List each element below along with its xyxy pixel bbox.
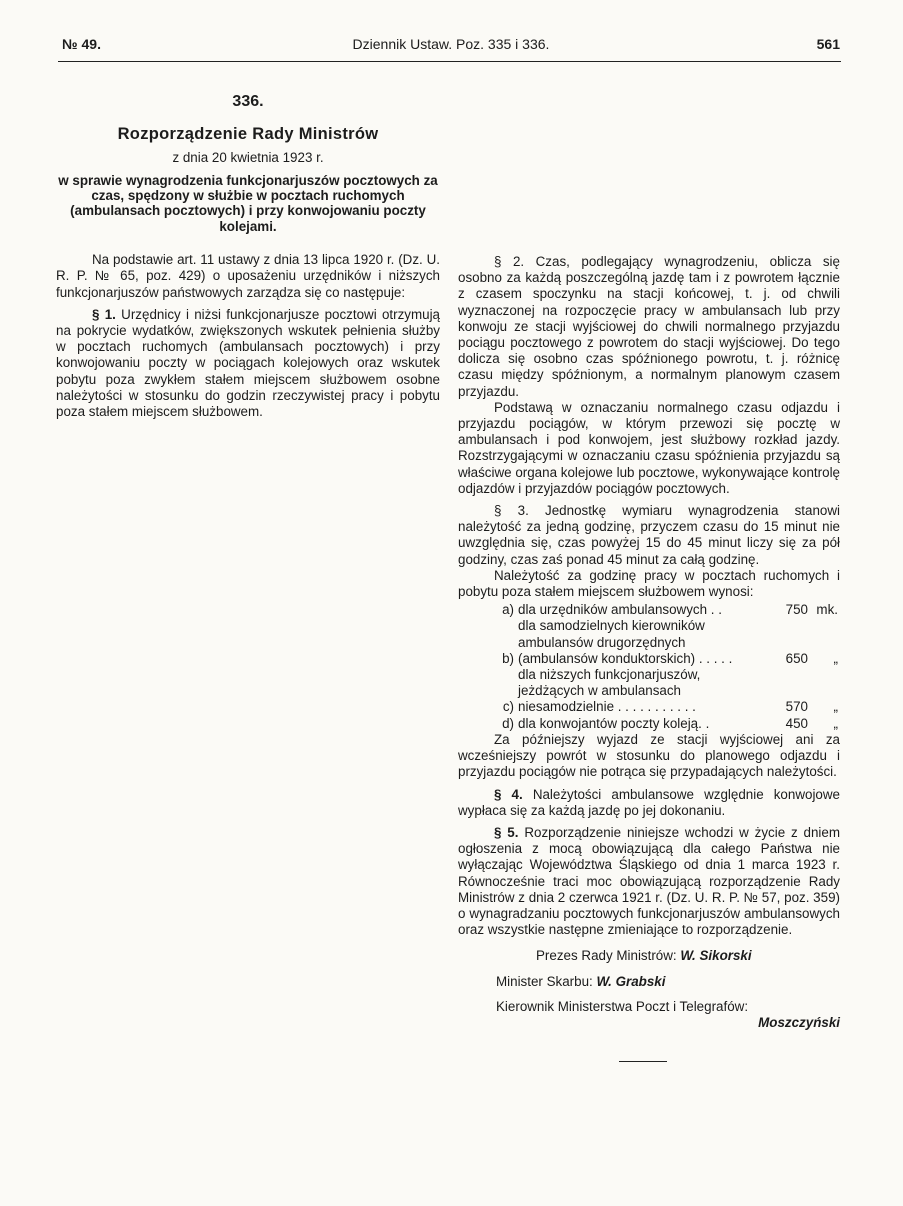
section-1-label: § 1.: [92, 306, 116, 322]
rate-row: [458, 602, 840, 618]
signature-title: Minister Skarbu:: [496, 973, 593, 989]
section-5: [458, 825, 840, 938]
signature-name: W. Sikorski: [680, 948, 752, 964]
signature-title: Prezes Rady Ministrów:: [536, 948, 677, 964]
right-column: [458, 78, 840, 1062]
signature-prime-minister: [458, 948, 840, 964]
rate-unit: „: [833, 650, 838, 666]
act-title: Rozporządzenie Rady Ministrów: [117, 125, 379, 144]
section-4: [458, 787, 840, 819]
rate-unit: mk.: [816, 602, 838, 618]
rate-row: [458, 716, 840, 732]
rate-unit: „: [833, 699, 838, 715]
rate-amount: 570: [785, 699, 808, 715]
signature-name: W. Grabski: [596, 973, 666, 989]
section-2-p1: [458, 254, 840, 400]
rate-amount: 450: [785, 715, 808, 731]
rate-description: dla niższych funkcjonarjuszów, jeżdżących w ambulansach niesamodzielnie . . . . . . . . . . .: [518, 667, 701, 715]
section-1-continuation-space: [458, 78, 840, 248]
rate-letter: c): [502, 699, 514, 715]
rate-row: [458, 618, 840, 667]
journal-title: Dziennik Ustaw. Poz. 335 i 336.: [352, 36, 550, 52]
rate-amount: 650: [785, 650, 808, 666]
rate-description: dla urzędników ambulansowych . .: [518, 602, 722, 618]
page-header: [62, 36, 840, 58]
section-1: [56, 307, 440, 420]
preamble: Na podstawie art. 11 ustawy z dnia 13 lipca 1920 r. (Dz. U. R. P. № 65, poz. 429) o uposażeniu urzędników i niższych funkcjonarjuszów państwowych zarządza się co następuje:: [56, 252, 440, 300]
section-4-label: § 4.: [494, 786, 523, 802]
section-2-label: § 2.: [494, 254, 525, 269]
signature-treasury: [458, 974, 840, 990]
act-subject: w sprawie wynagrodzenia funkcjonarjuszów pocztowych za czas, spędzony w służbie w pocztach ruchomych (ambulansach pocztowych) i przy konwojowaniu poczty kolejami.: [58, 172, 438, 234]
signatures: [458, 948, 840, 1031]
signature-name: Moszczyński: [758, 1014, 840, 1030]
section-1-text: Urzędnicy i niżsi funkcjonarjusze pocztowi otrzymują na pokrycie wydatków, zwiększonych wskutek pełnienia służby w pocztach ruchomych (ambulansach pocztowych) i przy konwojowaniu poczty w pociągach kolejowych oraz wskutek pobytu poza zwykłem stałem miejscem służbowem osobne należytości w stosunku do godzin rzeczywistej pracy i pobytu poza stałem miejscem służbowem.: [56, 306, 440, 420]
rate-unit: „: [833, 715, 838, 731]
rate-description: dla samodzielnych kierowników ambulansów drugorzędnych (ambulansów konduktorskich) . . . . .: [518, 618, 733, 666]
section-3-text-1: Jednostkę wymiaru wynagrodzenia stanowi należytość za jedną godzinę, przyczem czasu do 15 minut nie uwzględnia się, czas powyżej 15 do 45 minut liczy się za pół godziny, czas zaś ponad 45 minut za całą godzinę.: [458, 503, 840, 567]
section-3-p3: Za późniejszy wyjazd ze stacji wyjściowej ani za wcześniejszy powrót w stosunku do planowego odjazdu i przyjazdu pociągów nie potrąca się przypadających należytości.: [458, 731, 840, 780]
signature-posts-name: [458, 1015, 840, 1031]
section-2-p2: Podstawą w oznaczaniu normalnego czasu odjazdu i przyjazdu pociągów, w którym przewozi się pocztę w ambulansach i pod konwojem, jest służbowy rozkład jazdy. Rozstrzygającymi w oznaczaniu czasu spóźnienia przyjazdu są właściwe organa kolejowe lub pocztowe, wykonywające kontrolę odjazdów i przyjazdów pociągów pocztowych.: [458, 399, 840, 496]
rate-description: dla konwojantów poczty koleją. .: [518, 715, 710, 731]
rate-letter: a): [502, 602, 514, 618]
rate-row: [458, 667, 840, 716]
act-date: z dnia 20 kwietnia 1923 r.: [172, 150, 324, 166]
section-5-label: § 5.: [494, 824, 519, 840]
section-4-text: Należytości ambulansowe względnie konwojowe wypłaca się za każdą jazdę po jej dokonaniu.: [458, 786, 840, 818]
section-2-text-1: Czas, podlegający wynagrodzeniu, oblicza się osobno za każdą poszczególną jazdę tam i z powrotem łącznie z czasem spoczynku na stacji końcowej, t. j. od chwili wyznaczonej na rozpoczęcie pracy w ambulansach lub przy konwoju ze stacji wyjściowej do chwili normalnego przyjazdu pociągu pocztowego z powrotem do stacji wyjściowej. Do tego dolicza się osobno czas spóźnionego powrotu, t. j. różnicę czasu między spóźnionym, a normalnym planowym czasem przyjazdu.: [458, 254, 840, 399]
header-rule: [58, 61, 841, 62]
act-number: 336.: [232, 93, 264, 110]
rate-letter: b): [502, 650, 514, 666]
left-column: [56, 78, 440, 420]
section-5-text: Rozporządzenie niniejsze wchodzi w życie z dniem ogłoszenia z mocą obowiązującą dla całego Państwa nie wyłączając Województwa Śląskiego od dnia 1 marca 1923 r. Równocześnie traci moc obowiązującą rozporządzenie Rady Ministrów z dnia 2 czerwca 1921 r. (Dz. U. R. P. № 57, poz. 359) o wynagradzaniu pocztowych funkcjonarjuszów ambulansowych oraz wszystkie następne zmieniające to rozporządzenie.: [458, 824, 840, 938]
rate-table: [458, 602, 840, 732]
rate-amount: 750: [785, 602, 808, 618]
rate-letter: d): [502, 715, 514, 731]
signature-posts-title: Kierownik Ministerstwa Poczt i Telegrafów:: [496, 998, 749, 1014]
page-number: 561: [816, 36, 840, 52]
section-3-p1: [458, 503, 840, 568]
section-3-p2: Należytość za godzinę pracy w pocztach ruchomych i pobytu poza stałem miejscem służbowem wynosi:: [458, 567, 840, 600]
end-rule: [619, 1061, 667, 1062]
section-3-label: § 3.: [494, 503, 529, 519]
issue-number: № 49.: [62, 36, 101, 52]
